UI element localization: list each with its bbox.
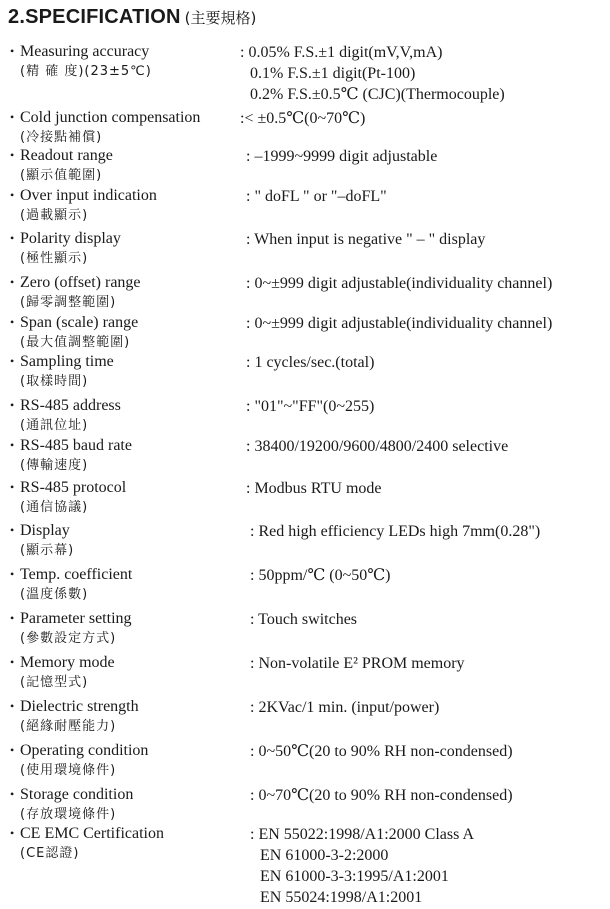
spec-label-en: Zero (offset) range	[20, 274, 141, 291]
spec-label	[10, 186, 157, 226]
spec-subtitle: (主要規格)	[184, 9, 257, 27]
spec-label	[10, 273, 141, 313]
spec-label-en: Dielectric strength	[20, 698, 139, 715]
spec-label-zh: (溫度係數)	[20, 587, 89, 602]
spec-label-en: Polarity display	[20, 230, 121, 247]
bullet-icon: •	[10, 231, 15, 245]
spec-value	[250, 609, 357, 630]
spec-label-en: RS-485 protocol	[20, 479, 127, 496]
bullet-icon: •	[10, 787, 15, 801]
spec-value-line: : "01"~"FF"(0~255)	[246, 398, 375, 415]
spec-label-en: Cold junction compensation	[20, 109, 201, 126]
spec-label-en: Temp. coefficient	[20, 566, 133, 583]
spec-label-zh: (存放環境條件)	[20, 807, 117, 822]
spec-label-zh: (極性顯示)	[20, 251, 89, 266]
spec-label	[10, 42, 152, 82]
spec-value	[250, 565, 390, 586]
spec-label-en: Parameter setting	[20, 610, 132, 627]
spec-label	[10, 146, 113, 186]
spec-value-line: : EN 55022:1998/A1:2000 Class A	[250, 826, 475, 843]
spec-value-line: 0.2% F.S.±0.5℃ (CJC)(Thermocouple)	[250, 86, 505, 103]
bullet-icon: •	[10, 655, 15, 669]
spec-value-line: EN 55024:1998/A1:2001	[260, 889, 423, 906]
spec-value-line: : –1999~9999 digit adjustable	[246, 148, 438, 165]
spec-value	[246, 146, 437, 167]
spec-label-zh: (取樣時間)	[20, 374, 89, 389]
spec-title: 2.SPECIFICATION	[8, 6, 181, 28]
spec-value-line: :< ±0.5℃(0~70℃)	[240, 110, 366, 127]
spec-value-line: : When input is negative " – " display	[246, 231, 486, 248]
bullet-icon: •	[10, 611, 15, 625]
spec-value	[246, 478, 381, 499]
spec-label-en: Storage condition	[20, 786, 134, 803]
spec-value-line: : Modbus RTU mode	[246, 480, 382, 497]
spec-label-zh: (精 確 度)(23±5℃)	[20, 64, 152, 79]
spec-value	[246, 186, 387, 207]
spec-value	[246, 229, 485, 250]
bullet-icon: •	[10, 480, 15, 494]
bullet-icon: •	[10, 275, 15, 289]
spec-value-line: : 0~±999 digit adjustable(individuality channel)	[246, 315, 553, 332]
spec-value	[246, 436, 508, 457]
spec-value	[250, 521, 540, 542]
spec-label	[10, 741, 148, 781]
spec-label-zh: (通訊位址)	[20, 418, 89, 433]
spec-label-zh: (顯示值範圍)	[20, 168, 103, 183]
spec-label-en: RS-485 baud rate	[20, 437, 132, 454]
spec-value	[246, 313, 552, 334]
spec-label	[10, 436, 132, 476]
spec-label-zh: (顯示幕)	[20, 543, 75, 558]
spec-label-en: RS-485 address	[20, 397, 121, 414]
spec-label-en: Over input indication	[20, 187, 157, 204]
spec-label-zh: (傳輸速度)	[20, 458, 89, 473]
spec-label-zh: (CE認證)	[20, 846, 80, 861]
spec-value-line: : 0~50℃(20 to 90% RH non-condensed)	[250, 743, 513, 760]
spec-label-zh: (絕緣耐壓能力)	[20, 719, 117, 734]
spec-label-zh: (使用環境條件)	[20, 763, 117, 778]
spec-value-line: : Touch switches	[250, 611, 358, 628]
spec-value-line: EN 61000-3-2:2000	[260, 847, 389, 864]
spec-value-line: : Non-volatile E² PROM memory	[250, 655, 465, 672]
spec-label-zh: (歸零調整範圍)	[20, 295, 117, 310]
bullet-icon: •	[10, 315, 15, 329]
spec-label-zh: (參數設定方式)	[20, 631, 117, 646]
spec-value-line: 0.1% F.S.±1 digit(Pt-100)	[250, 65, 416, 82]
spec-label-en: Memory mode	[20, 654, 115, 671]
spec-label	[10, 565, 132, 605]
bullet-icon: •	[10, 438, 15, 452]
spec-label	[10, 785, 133, 825]
spec-value	[240, 42, 505, 105]
spec-label-en: Operating condition	[20, 742, 149, 759]
spec-value	[250, 741, 513, 762]
spec-label-en: Display	[20, 522, 70, 539]
spec-value-line: : 1 cycles/sec.(total)	[246, 354, 375, 371]
spec-label-en: Sampling time	[20, 353, 114, 370]
spec-value	[246, 273, 552, 294]
spec-value	[250, 824, 474, 908]
bullet-icon: •	[10, 699, 15, 713]
spec-label-zh: (記憶型式)	[20, 675, 89, 690]
bullet-icon: •	[10, 148, 15, 162]
spec-label-zh: (通信協議)	[20, 500, 89, 515]
spec-value-line: : 0~70℃(20 to 90% RH non-condensed)	[250, 787, 513, 804]
spec-value-line: : 50ppm/℃ (0~50℃)	[250, 567, 391, 584]
bullet-icon: •	[10, 188, 15, 202]
spec-label	[10, 478, 126, 518]
bullet-icon: •	[10, 743, 15, 757]
spec-label-zh: (冷接點補償)	[20, 130, 103, 145]
spec-label	[10, 653, 115, 693]
spec-label-en: Span (scale) range	[20, 314, 139, 331]
spec-label	[10, 313, 138, 353]
spec-value	[240, 108, 365, 129]
spec-label	[10, 229, 121, 269]
spec-label	[10, 108, 200, 148]
bullet-icon: •	[10, 523, 15, 537]
spec-label	[10, 697, 139, 737]
spec-label	[10, 609, 132, 649]
bullet-icon: •	[10, 354, 15, 368]
spec-value	[250, 653, 465, 674]
spec-heading	[8, 6, 256, 29]
spec-value-line: : 38400/19200/9600/4800/2400 selective	[246, 438, 509, 455]
spec-value	[250, 785, 513, 806]
spec-label-zh: (最大值調整範圍)	[20, 335, 131, 350]
spec-label	[10, 396, 121, 436]
spec-value-line: : 2KVac/1 min. (input/power)	[250, 699, 440, 716]
spec-label	[10, 824, 164, 864]
spec-value	[250, 697, 439, 718]
bullet-icon: •	[10, 44, 15, 58]
spec-value-line: : Red high efficiency LEDs high 7mm(0.28")	[250, 523, 541, 540]
spec-value	[246, 396, 374, 417]
spec-label-en: Measuring accuracy	[20, 43, 150, 60]
bullet-icon: •	[10, 398, 15, 412]
bullet-icon: •	[10, 110, 15, 124]
spec-value-line: : 0.05% F.S.±1 digit(mV,V,mA)	[240, 44, 443, 61]
spec-label	[10, 521, 74, 561]
spec-label-en: Readout range	[20, 147, 113, 164]
spec-label-en: CE EMC Certification	[20, 825, 164, 842]
spec-value-line: EN 61000-3-3:1995/A1:2001	[260, 868, 449, 885]
spec-value	[246, 352, 374, 373]
spec-value-line: : " doFL " or "–doFL"	[246, 188, 387, 205]
bullet-icon: •	[10, 826, 15, 840]
spec-label-zh: (過載顯示)	[20, 208, 89, 223]
spec-label	[10, 352, 114, 392]
spec-value-line: : 0~±999 digit adjustable(individuality channel)	[246, 275, 553, 292]
bullet-icon: •	[10, 567, 15, 581]
